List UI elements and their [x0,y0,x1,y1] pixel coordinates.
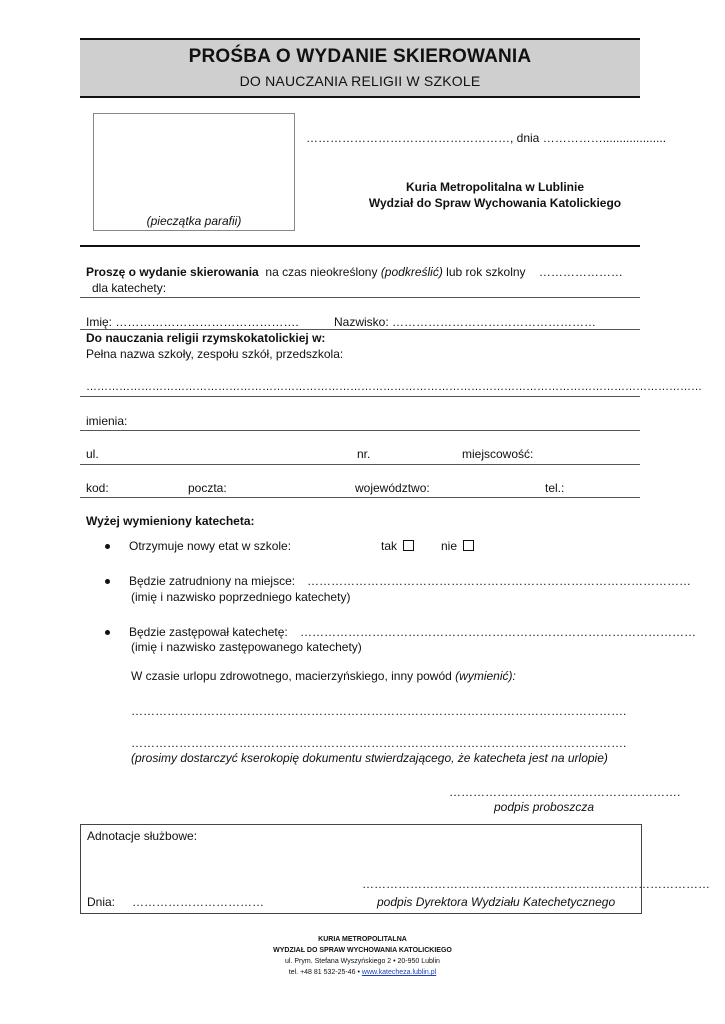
footer-org: KURIA METROPOLITALNA [318,936,407,943]
bullet-icon [105,544,110,549]
divider [80,396,640,397]
divider [80,297,640,298]
page-subtitle: DO NAUCZANIA RELIGII W SZKOLE [239,73,481,89]
request-bold: Proszę o wydanie skierowania [86,265,259,279]
yes-checkbox[interactable] [403,540,414,551]
previous-catechist-note: (imię i nazwisko poprzedniego katechety) [131,590,351,604]
previous-catechist-field[interactable]: …………………………………………………………………………………… [307,574,691,588]
recipient-line-1: Kuria Metropolitalna w Lublinie [405,180,584,194]
divider [80,245,640,247]
no-option[interactable] [441,539,474,553]
footer-contact [0,969,725,976]
director-signature-field[interactable]: …………………………………………………………………………… [362,877,710,891]
number-label[interactable]: nr. [357,447,371,461]
divider [80,464,640,465]
footer-address: ul. Prym. Stefana Wyszyńskiego 2 • 20-950 Lublin [285,958,440,965]
page-title: PROŚBA O WYDANIE SKIEROWANIA [188,46,532,67]
no-checkbox[interactable] [463,540,474,551]
official-notes-label: Adnotacje służbowe: [87,829,198,843]
bullet-icon [105,630,110,635]
place-date-field[interactable]: ……………………………………………, dnia ……………................... [306,131,667,145]
parish-stamp-box [93,113,295,231]
official-notes-box [80,824,710,914]
no-label: nie [441,539,458,553]
postal-code-label[interactable]: kod: [86,481,109,495]
school-name-field[interactable]: …………………………………………………………………………………………………………………………………………………… [86,381,702,393]
notes-date-field[interactable]: …………………………… [132,895,264,909]
school-name-label: Pełna nazwa szkoły, zespołu szkół, przedszkola: [86,347,344,361]
request-line [86,265,623,279]
voivodeship-label[interactable]: województwo: [355,481,430,495]
request-line-2: dla katechety: [92,281,167,295]
yes-option[interactable] [381,539,414,553]
street-label[interactable]: ul. [86,447,99,461]
request-underline-hint: (podkreślić) [380,265,443,279]
last-name-field[interactable]: Nazwisko: …………………………………………… [334,315,597,329]
pastor-signature-label: podpis proboszcza [494,800,595,814]
footer-website-link[interactable]: www.katecheza.lublin.pl [361,969,437,976]
substituted-catechist-field[interactable]: ……………………………………………………………………………………… [300,625,696,639]
yes-label: tak [381,539,398,553]
pastor-signature-field[interactable]: …………………………………………………. [449,785,681,799]
divider [80,430,640,431]
substitute-label: Będzie zastępował katechetę: [129,625,288,639]
footer-phone: tel. +48 81 532-25-46 • [288,969,360,976]
leave-document-note: (prosimy dostarczyć kserokopię dokumentu stwierdzającego, że katecheta jest na urlopie) [131,751,608,765]
leave-reason-hint: (wymienić): [455,669,516,683]
director-signature-label: podpis Dyrektora Wydziału Katechetycznego [377,895,616,909]
phone-label[interactable]: tel.: [545,481,565,495]
replacement-label: Będzie zatrudniony na miejsce: [129,574,296,588]
stamp-label: (pieczątka parafii) [146,214,242,228]
school-year-field[interactable]: ………………… [538,265,623,279]
notes-date-label: Dnia: [87,895,116,909]
divider [80,497,640,498]
new-position-label: Otrzymuje nowy etat w szkole: [129,539,292,553]
leave-reason-line [131,669,516,683]
catechist-heading: Wyżej wymieniony katecheta: [86,514,255,528]
school-heading: Do nauczania religii rzymskokatolickiej w: [86,331,326,345]
patron-label[interactable]: imienia: [86,414,128,428]
footer-department: WYDZIAŁ DO SPRAW WYCHOWANIA KATOLICKIEGO [273,947,452,954]
request-end: lub rok szkolny [446,265,526,279]
city-label[interactable]: miejscowość: [462,447,534,461]
request-mid: na czas nieokreślony [265,265,378,279]
divider [80,329,640,330]
title-banner [80,38,640,98]
substituted-catechist-note: (imię i nazwisko zastępowanego katechety) [131,640,362,654]
bullet-icon [105,579,110,584]
recipient-line-2: Wydział do Spraw Wychowania Katolickiego [368,196,622,210]
first-name-field[interactable]: Imię: ………………………………………. [86,315,299,329]
leave-reason-field-1[interactable]: ……………………………………………………………………………………………………………. [131,704,627,718]
post-office-label[interactable]: poczta: [188,481,227,495]
leave-reason-label: W czasie urlopu zdrowotnego, macierzyńskiego, inny powód [131,669,452,683]
leave-reason-field-2[interactable]: ……………………………………………………………………………………………………………. [131,736,627,750]
